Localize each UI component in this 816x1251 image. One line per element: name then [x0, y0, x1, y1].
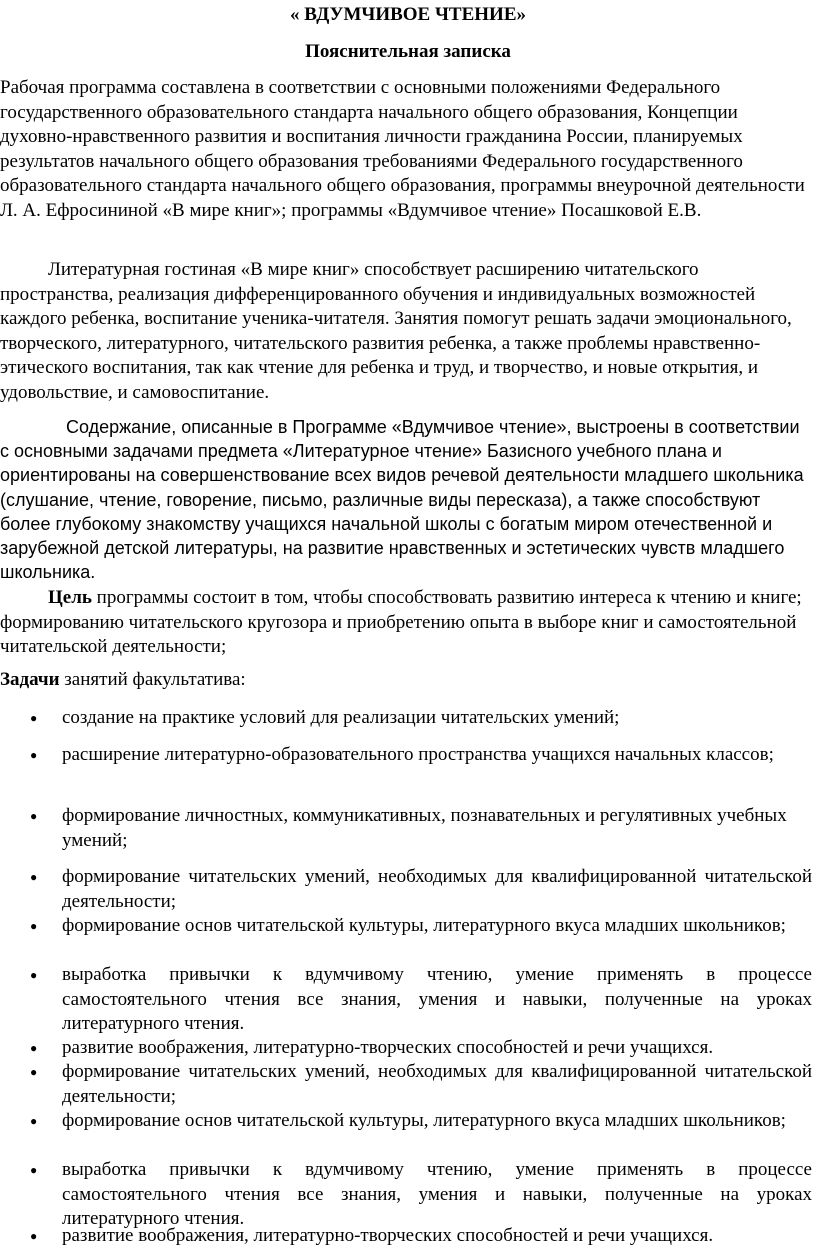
list-item: ● создание на практике условий для реализации читательских умений;	[0, 706, 812, 731]
bullet-marker: ●	[30, 1041, 38, 1055]
document-subtitle: Пояснительная записка	[305, 41, 511, 62]
bullet-marker: ●	[30, 919, 38, 933]
list-item: ● формирование читательских умений, необходимых для квалифицированной читательской деятельности;	[30, 866, 812, 912]
bullet-marker: ●	[30, 1229, 38, 1243]
paragraph-literary-lounge: Литературная гостиная «В мире книг» способствует расширению читательского пространства, реализация дифференцированного обучения и индивидуальных возможностей каждого ребенка, воспитание ученика-читателя. Занятия помогут решать задачи эмоционального, творческого, литературного, читательского развития ребенка, а также проблемы нравственно-этического воспитания, так как чтение для ребенка и труд, и творчество, и новые открытия, и удовольствие, и самовоспитание.	[0, 259, 792, 403]
list-item: ● выработка привычки к вдумчивому чтению, умение применять в процессе самостоятельного чтения все знания, умения и навыки, полученные на уроках литературного чтения.	[30, 1159, 812, 1229]
list-item: ● развитие воображения, литературно-творческих способностей и речи учащихся.	[0, 1036, 812, 1061]
list-item: ● расширение литературно-образовательного пространства учащихся начальных классов;	[0, 743, 812, 768]
paragraph-program-basis: Рабочая программа составлена в соответствии с основными положениями Федерального государственного образовательного стандарта начального общего образования, Концепции духовно-нравственного развития и воспитания личности гражданина России, планируемых результатов начального общего образования требованиями Федерального государственного образовательного стандарта начального общего образования, программы внеурочной деятельности Л. А. Ефросининой «В мире книг»; программы «Вдумчивое чтение» Посашковой Е.В.	[0, 77, 805, 221]
goal-text: программы состоит в том, чтобы способствовать развитию интереса к чтению и книге; формированию читательского кругозора и приобретению опыта в выборе книг и самостоятельной читательской деятельности;	[0, 587, 802, 657]
paragraph-goal	[0, 586, 812, 660]
goal-label: Цель	[48, 587, 92, 608]
list-item: ● формирование читательских умений, необходимых для квалифицированной читательской деятельности;	[30, 1061, 812, 1107]
tasks-intro-text: занятий факультатива:	[59, 669, 246, 690]
bullet-marker: ●	[30, 968, 38, 982]
bullet-marker: ●	[30, 1114, 38, 1128]
list-item: ● формирование личностных, коммуникативных, познавательных и регулятивных учебных умений;	[30, 805, 787, 851]
list-item: ● формирование основ читательской культуры, литературного вкуса младших школьников;	[0, 914, 812, 939]
bullet-marker: ●	[30, 748, 38, 762]
bullet-marker: ●	[30, 711, 38, 725]
paragraph-content: Содержание, описанные в Программе «Вдумчивое чтение», выстроены в соответствии с основными задачами предмета «Литературное чтение» Базисного учебного плана и ориентированы на совершенствование всех видов речевой деятельности младшего школьника (слушание, чтение, говорение, письмо, различные виды пересказа), а также способствуют более глубокому знакомству учащихся начальной школы с богатым миром отечественной и зарубежной детской литературы, на развитие нравственных и эстетических чувств младшего школьника.	[0, 417, 804, 583]
list-item: ● формирование основ читательской культуры, литературного вкуса младших школьников;	[0, 1109, 812, 1134]
document-title: « ВДУМЧИВОЕ ЧТЕНИЕ»	[290, 4, 526, 25]
bullet-marker: ●	[30, 870, 38, 884]
bullet-marker: ●	[30, 1065, 38, 1079]
tasks-label: Задачи	[0, 669, 60, 690]
tasks-heading	[0, 668, 812, 693]
list-item: ● выработка привычки к вдумчивому чтению, умение применять в процессе самостоятельного чтения все знания, умения и навыки, полученные на уроках литературного чтения.	[30, 964, 812, 1034]
bullet-marker: ●	[30, 809, 38, 823]
bullet-marker: ●	[30, 1163, 38, 1177]
list-item: ● развитие воображения, литературно-творческих способностей и речи учащихся.	[0, 1224, 812, 1249]
